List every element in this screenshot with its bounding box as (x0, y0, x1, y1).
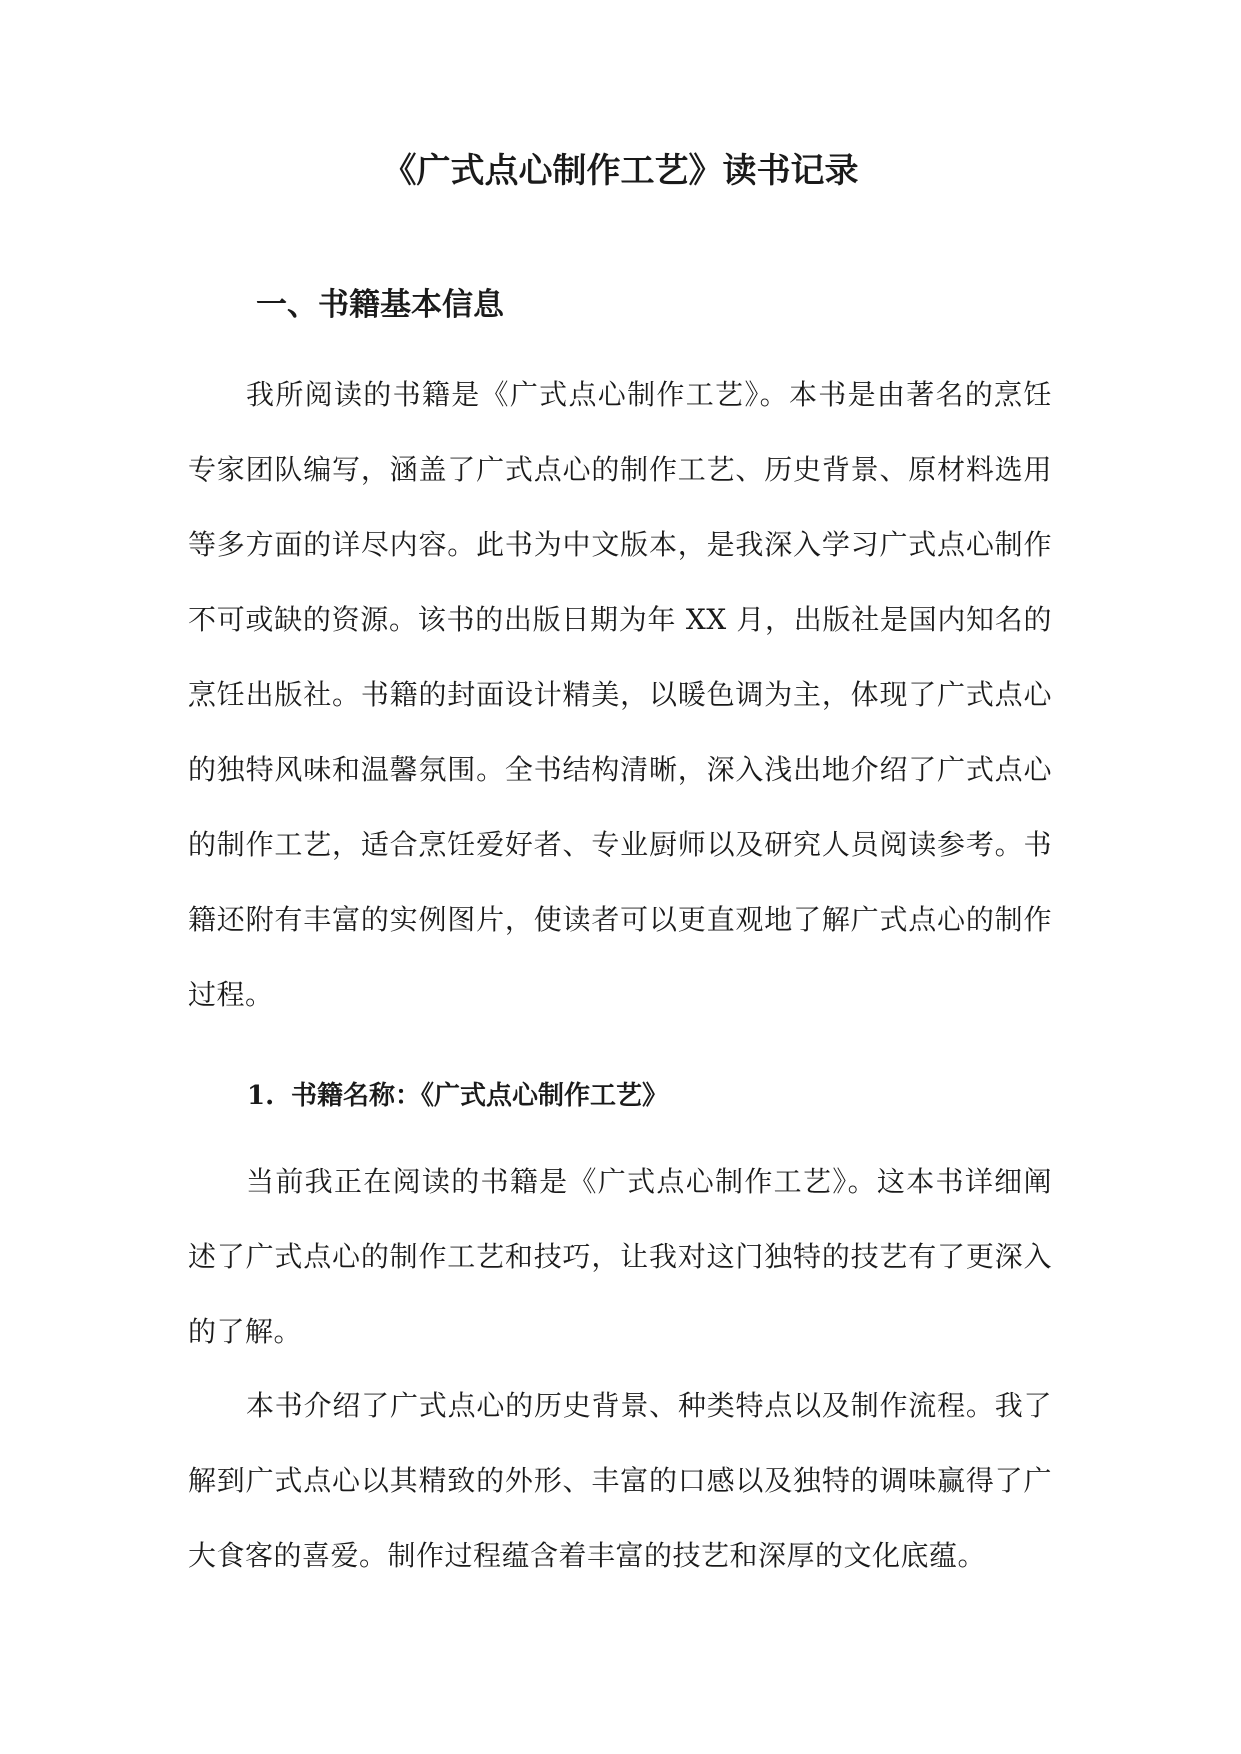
document-title: 《广式点心制作工艺》读书记录 (382, 151, 859, 191)
subsection-paragraph: 当前我正在阅读的书籍是《广式点心制作工艺》。这本书详细阐述了广式点心的制作工艺和技巧，让我对这门独特的技艺有了更深入的了解。 (188, 1165, 1052, 1348)
subsection-number: 1. (247, 1081, 275, 1111)
section-paragraph-basic-info: 我所阅读的书籍是《广式点心制作工艺》。本书是由著名的烹饪专家团队编写，涵盖了广式点心的制作工艺、历史背景、原材料选用等多方面的详尽内容。此书为中文版本，是我深入学习广式点心制作不可或缺的资源。该书的出版日期为年 XX 月，出版社是国内知名的烹饪出版社。书籍的封面设计精美，以暖色调为主，体现了广式点心的独特风味和温馨氛围。全书结构清晰，深入浅出地介绍了广式点心的制作工艺，适合烹饪爱好者、专业厨师以及研究人员阅读参考。书籍还附有丰富的实例图片，使读者可以更直观地了解广式点心的制作过程。 (188, 378, 1052, 1011)
subsection-paragraph: 本书介绍了广式点心的历史背景、种类特点以及制作流程。我了解到广式点心以其精致的外形、丰富的口感以及独特的调味赢得了广大食客的喜爱。制作过程蕴含着丰富的技艺和深厚的文化底蕴。 (188, 1389, 1052, 1572)
subsection-heading-book-name (247, 1076, 668, 1116)
section-heading-basic-info: 一、书籍基本信息 (256, 287, 504, 323)
subsection-heading-text: 书籍名称：《广式点心制作工艺》 (291, 1081, 669, 1111)
